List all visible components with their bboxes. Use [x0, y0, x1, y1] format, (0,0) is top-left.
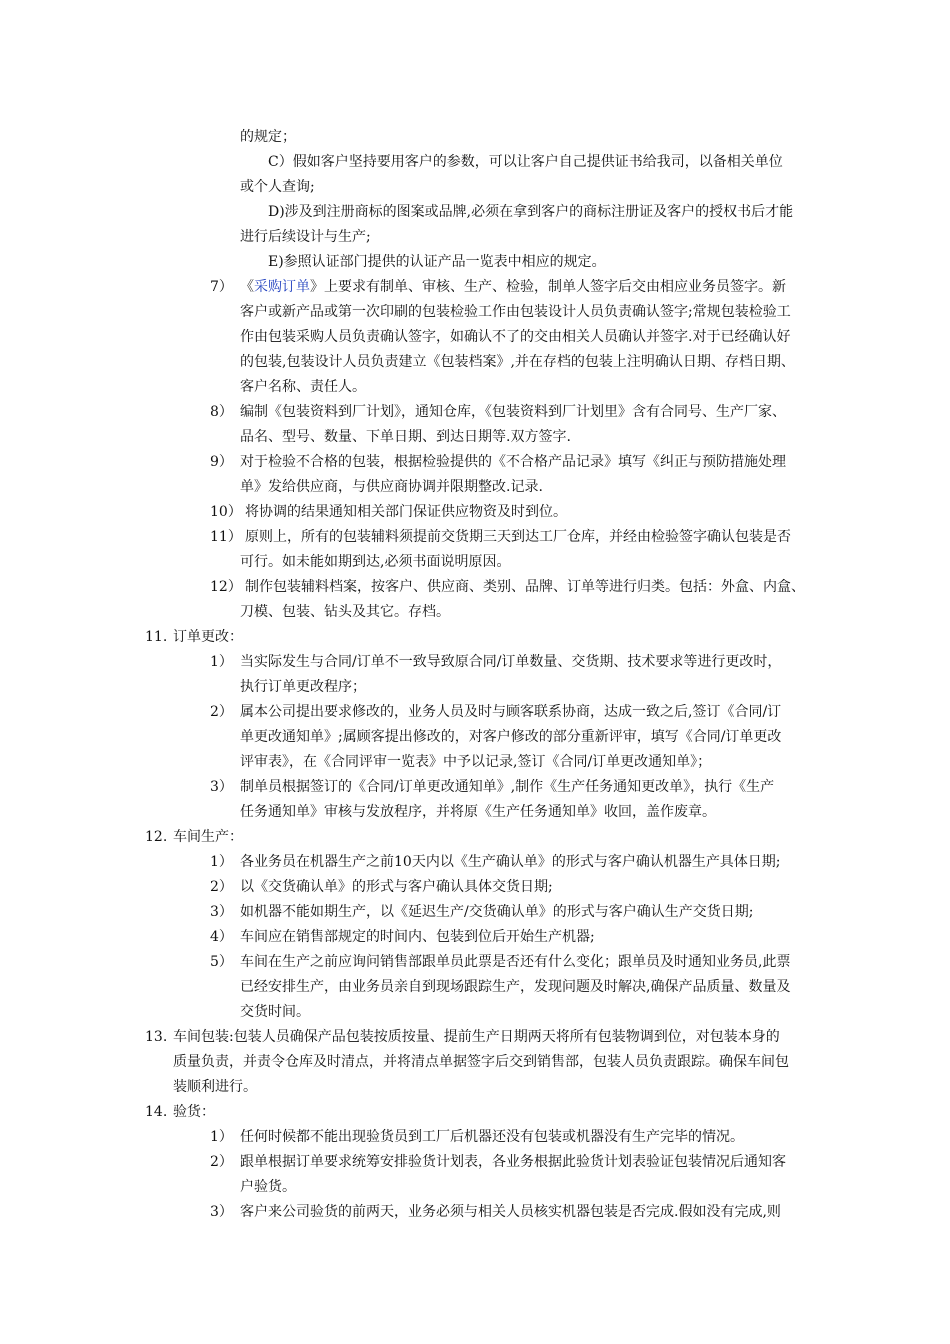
- text-line: 单》发给供应商，与供应商协调并限期整改.记录.: [240, 479, 543, 495]
- text-line: 制单员根据签订的《合同/订单更改通知单》,制作《生产任务通知更改单》，执行《生产: [240, 779, 775, 795]
- item-number: 1）: [210, 654, 233, 670]
- text-line: 客户来公司验货的前两天，业务必须与相关人员核实机器包装是否完成.假如没有完成,则: [240, 1204, 781, 1220]
- text-line: 编制《包装资料到厂计划》，通知仓库，《包装资料到厂计划里》含有合同号、生产厂家、: [240, 404, 786, 420]
- text-line: 客户名称、责任人。: [240, 379, 366, 395]
- item-number: 11）: [210, 529, 242, 545]
- text-line: 当实际发生与合同/订单不一致导致原合同/订单数量、交货期、技术要求等进行更改时，: [240, 654, 782, 670]
- item-number: 3）: [210, 779, 233, 795]
- section-title: 车间生产：: [173, 829, 243, 845]
- purchase-order-link[interactable]: 采购订单: [254, 279, 310, 295]
- text-line: 户验货。: [240, 1179, 296, 1195]
- item-number: 8）: [210, 404, 233, 420]
- item-number: 2）: [210, 1154, 233, 1170]
- text-line: 客户或新产品或第一次印刷的包装检验工作由包装设计人员负责确认签字;常规包装检验工: [240, 304, 791, 320]
- text-line: 品名、型号、数量、下单日期、到达日期等.双方签字.: [240, 429, 571, 445]
- text-line: 制作包装辅料档案，按客户、供应商、类别、品牌、订单等进行归类。包括：外盒、内盒、: [245, 579, 805, 595]
- text-line: 评审表》，在《合同评审一览表》中予以记录,签订《合同/订单更改通知单》；: [240, 754, 712, 770]
- text-line: 或个人查询;: [240, 179, 315, 195]
- text-line: 交货时间。: [240, 1004, 310, 1020]
- text-line: 原则上，所有的包装辅料须提前交货期三天到达工厂仓库，并经由检验签字确认包装是否: [245, 529, 791, 545]
- text-line: C）假如客户坚持要用客户的参数，可以让客户自己提供证书给我司，以备相关单位: [268, 154, 783, 170]
- text-line: 刀模、包装、钻头及其它。存档。: [240, 604, 450, 620]
- item-number: 2）: [210, 879, 233, 895]
- item-number: 7）: [210, 279, 233, 295]
- text-line: 已经安排生产，由业务员亲自到现场跟踪生产，发现问题及时解决,确保产品质量、数量及: [240, 979, 791, 995]
- item-number: 12）: [210, 579, 242, 595]
- text-line: 的包装,包装设计人员负责建立《包装档案》,并在存档的包装上注明确认日期、存档日期、: [240, 354, 795, 370]
- text-line: 跟单根据订单要求统筹安排验货计划表，各业务根据此验货计划表验证包装情况后通知客: [240, 1154, 786, 1170]
- section-number: 11.: [145, 629, 168, 645]
- text-line: 如机器不能如期生产，以《延迟生产/交货确认单》的形式与客户确认生产交货日期;: [240, 904, 754, 920]
- item-number: 1）: [210, 1129, 233, 1145]
- section-number: 13.: [145, 1029, 168, 1045]
- text-line: 的规定；: [240, 129, 296, 145]
- text-line: D)涉及到注册商标的图案或品牌,必须在拿到客户的商标注册证及客户的授权书后才能: [268, 204, 794, 220]
- text-line: 进行后续设计与生产;: [240, 229, 371, 245]
- text-line: 装顺利进行。: [173, 1079, 257, 1095]
- text-line: 车间应在销售部规定的时间内、包装到位后开始生产机器;: [240, 929, 595, 945]
- text-line: 属本公司提出要求修改的，业务人员及时与顾客联系协商，达成一致之后,签订《合同/订: [240, 704, 782, 720]
- item-number: 3）: [210, 904, 233, 920]
- text-line: 各业务员在机器生产之前10天内以《生产确认单》的形式与客户确认机器生产具体日期;: [240, 854, 781, 870]
- text-line: 单更改通知单》;属顾客提出修改的，对客户修改的部分重新评审，填写《合同/订单更改: [240, 729, 782, 745]
- text-line: 车间包装:包装人员确保产品包装按质按量、提前生产日期两天将所有包装物调到位，对包装本身的: [173, 1029, 780, 1045]
- text-line: 执行订单更改程序；: [240, 679, 366, 695]
- text-line: 车间在生产之前应询问销售部跟单员此票是否还有什么变化；跟单员及时通知业务员,此票: [240, 954, 791, 970]
- text-line: 作由包装采购人员负责确认签字，如确认不了的交由相关人员确认并签字.对于已经确认好: [240, 329, 791, 345]
- section-number: 12.: [145, 829, 168, 845]
- text-fragment: 《: [240, 279, 254, 295]
- section-title: 验货：: [173, 1104, 215, 1120]
- item-number: 5）: [210, 954, 233, 970]
- section-number: 14.: [145, 1104, 168, 1120]
- item-number: 2）: [210, 704, 233, 720]
- item-number: 10）: [210, 504, 242, 520]
- text-line: 任何时候都不能出现验货员到工厂后机器还没有包装或机器没有生产完毕的情况。: [240, 1129, 744, 1145]
- text-line: 将协调的结果通知相关部门保证供应物资及时到位。: [245, 504, 567, 520]
- text-fragment: 》上要求有制单、审核、生产、检验，制单人签字后交由相应业务员签字。新: [310, 279, 786, 295]
- section-title: 订单更改：: [173, 629, 243, 645]
- text-line: 任务通知单》审核与发放程序，并将原《生产任务通知单》收回，盖作废章。: [240, 804, 716, 820]
- text-line: 对于检验不合格的包装，根据检验提供的《不合格产品记录》填写《纠正与预防措施处理: [240, 454, 786, 470]
- item-number: 3）: [210, 1204, 233, 1220]
- list-item-first-line: [240, 277, 786, 297]
- text-line: 质量负责，并责令仓库及时清点，并将清点单据签字后交到销售部，包装人员负责跟踪。确保车间包: [173, 1054, 789, 1070]
- text-line: 可行。如未能如期到达,必须书面说明原因。: [240, 554, 511, 570]
- item-number: 9）: [210, 454, 233, 470]
- text-line: 以《交货确认单》的形式与客户确认具体交货日期;: [240, 879, 553, 895]
- item-number: 4）: [210, 929, 233, 945]
- item-number: 1）: [210, 854, 233, 870]
- text-line: E)参照认证部门提供的认证产品一览表中相应的规定。: [268, 254, 606, 270]
